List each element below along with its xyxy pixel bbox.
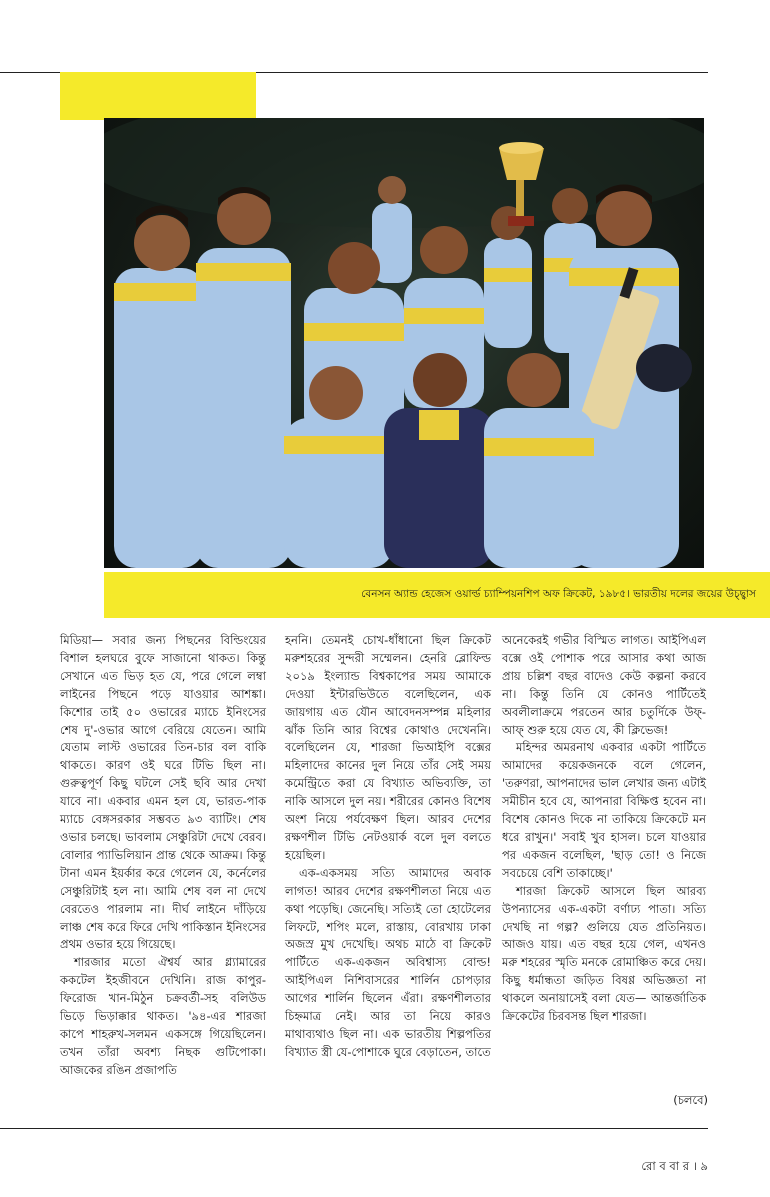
article-column-2 xyxy=(285,632,491,1062)
photo-caption: বেনসন অ্যান্ড হেজেস ওয়ার্ল্ড চ্যাম্পিয়নশিপ অফ ক্রিকেট, ১৯৮৫। ভারতীয় দলের জয়ের উচ্ছ্বাস xyxy=(361,587,756,600)
article-column-1 xyxy=(60,632,266,1080)
article-column-3 xyxy=(502,632,706,1026)
paragraph: মিডিয়া— সবার জন্য পিছনের বিল্ডিংয়ের বিশাল হলঘরে বুফে সাজানো থাকত। কিন্তু সেখানে এত ভিড় হত যে, পরে গেলে লম্বা লাইনের পিছনে পড়ে যাওয়ার আশঙ্কা। কিশোর তাই ৫০ ওভারের ম্যাচে ইনিংসের শেষ দু'-ওভার আগে বেরিয়ে যেতেন। আমি যেতাম লাস্ট ওভারের তিন-চার বল বাকি থাকতে। কারণ ওই ঘরে টিভি ছিল না। গুরুত্বপূর্ণ কিছু ঘটলে সেই ছবি আর দেখা যাবে না। একবার এমন হল যে, ভারত-পাক ম্যাচে বেঙ্গসরকার সম্ভবত ৯৩ ব্যাটিং। শেষ ওভার চলছে। ভাবলাম সেঞ্চুরিটা দেখে বেরব। বোলার প্যাভিলিয়ান প্রান্ত থেকে আক্রম। কিন্তু টানা এমন ইয়র্কার করে গেলেন যে, কর্নেলের সেঞ্চুরিটাই হল না। আমি শেষ বল না দেখে বেরতেও পারলাম না। দীর্ঘ লাইনে দাঁড়িয়ে লাঞ্চ শেষ করে ফিরে দেখি পাকিস্তান ইনিংসের প্রথম ওভার হয়ে গিয়েছে। xyxy=(60,633,266,952)
accent-block xyxy=(60,72,256,120)
continued-label: (চলবে) xyxy=(673,1093,708,1107)
page-footer: রো ব বা র । ৯ xyxy=(641,1159,708,1173)
player-mid-1 xyxy=(114,206,204,569)
team-photo-illustration xyxy=(104,118,704,568)
paragraph: হননি। তেমনই চোখ-ধাঁধানো ছিল ক্রিকেট মরুশহরের সুন্দরী সম্মেলন। হেনরি ব্লোফিল্ড ২০১৯ ইংল্যান্ড বিশ্বকাপের সময় আমাকে দেওয়া ইন্টারভিউতে বলেছিলেন, এক জায়গায় এত যৌন আবেদনসম্পন্ন মহিলার ঝাঁক তিনি আর বিশ্বের কোথাও দেখেননি। বলেছিলেন যে, শারজা ভিআইপি বক্সের মহিলাদের কানের দুল নিয়ে তাঁর সেই সময় কমেন্ট্রিতে করা যে বিখ্যাত অভিব্যক্তি, তা নাকি আসলে দুল নয়। শরীরের কোনও বিশেষ অংশ নিয়ে পর্যবেক্ষণ ছিল। আরব দেশের রক্ষণশীল টিভি নেটওয়ার্ক বলে দুল বলতে হয়েছিল। xyxy=(285,633,491,862)
paragraph: মহিন্দর অমরনাথ একবার একটা পার্টিতে আমাদের কয়েকজনকে বলে গেলেন, 'তরুণরা, আপনাদের ভাল লেখার জন্য এটাই সমীচীন হবে যে, আপনারা বিক্ষিপ্ত হবেন না। বিশেষ কোনও দিকে না তাকিয়ে ক্রিকেটে মন ধরে রাখুন।' সবাই খুব হাসল। চলে যাওয়ার পর একজন বলেছিল, 'ছাড় তো! ও নিজে সবচেয়ে বেশি তাকাচ্ছে।' xyxy=(502,740,706,880)
bottom-rule xyxy=(0,1128,708,1129)
paragraph: এক-একসময় সত্যি আমাদের অবাক লাগত! আরব দেশের রক্ষণশীলতা নিয়ে এত কথা পড়েছি। জেনেছি। সত্যিই তো হোটেলের লিফটে, শপিং মলে, রাস্তায়, বোরখায় ঢাকা অজস্র মুখ দেখেছি। অথচ মাঠে বা ক্রিকেট পার্টিতে এক-একজন অবিশ্বাস্য বোল্ড! আইপিএল নিশিবাসরের শার্লিন চোপড়ার আগের শার্লিন ছিলেন এঁরা। রক্ষণশীলতার চিহ্নমাত্র নেই। আর তা নিয়ে কারও মাথাব্যথাও ছিল না। এক ভারতীয় শিল্পপতির বিখ্যাত স্ত্রী যে-পোশাকে ঘুরে বেড়াতেন, তাতে xyxy=(285,865,491,1059)
team-photo xyxy=(104,118,704,568)
paragraph: অনেকেরই গভীর বিস্মিত লাগত। আইপিএল বক্সে ওই পোশাক পরে আসার কথা আজ প্রায় চল্লিশ বছর বাদেও কেউ কল্পনা করবে না। কিন্তু তিনি যে কোনও পার্টিতেই অবলীলাক্রমে পরতেন আর চতুর্দিকে উফ্-আফ্ শুরু হয়ে যেত যে, কী ক্লিভেজ! xyxy=(502,633,706,737)
player-mid-2 xyxy=(196,187,291,568)
helmet xyxy=(636,344,692,392)
caption-bar xyxy=(104,572,770,618)
paragraph: শারজার মতো ঐশ্বর্য আর গ্ল্যামারের ককটেল ইহজীবনে দেখিনি। রাজ কাপুর-ফিরোজ খান-মিঠুন চক্রবর্তী-সহ বলিউড ভিড়ে ভিড়াক্কার থাকত। '৯৪-এর শারজা কাপে শাহরুখ-সলমন একসঙ্গে গিয়েছিলেন। তখন তাঁরা অবশ্য নিছক গুটিপোকা। আজকের রঙিন প্রজাপতি xyxy=(60,955,266,1077)
paragraph: শারজা ক্রিকেট আসলে ছিল আরব্য উপন্যাসের এক-একটা বর্ণাঢ্য পাতা। সত্যি দেখছি না গল্প? গুলিয়ে যেত প্রতিনিয়ত। আজও যায়। এত বছর হয়ে গেল, এখনও মরু শহরের স্মৃতি মনকে রোমাঞ্চিত করে দেয়। কিছু ধর্মান্ধতা জড়িত বিষণ্ণ অভিজ্ঞতা না থাকলে অনায়াসেই বলা যেত— আন্তর্জাতিক ক্রিকেটের চিরবসন্ত ছিল শারজা। xyxy=(502,883,706,1024)
player-back-2 xyxy=(484,206,532,348)
